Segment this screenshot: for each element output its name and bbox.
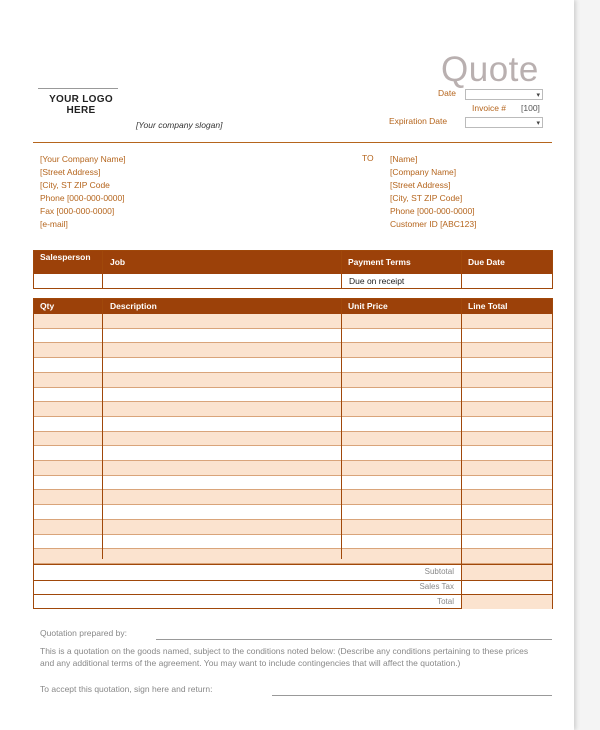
accept-label: To accept this quotation, sign here and return: [40,684,213,694]
header-divider [33,142,552,143]
table-row[interactable] [34,520,552,535]
items-col-divider [341,299,342,559]
header-line-total: Line Total [468,301,508,311]
header-qty: Qty [40,301,55,311]
date-dropdown[interactable] [465,89,543,100]
table-row[interactable] [34,432,552,447]
company-name[interactable]: [Your Company Name] [40,154,126,164]
table-row[interactable] [34,461,552,476]
table-row[interactable] [34,402,552,417]
sales-tax-label: Sales Tax [419,582,454,591]
date-label: Date [438,88,456,98]
recipient-company[interactable]: [Company Name] [390,167,457,177]
table-row[interactable] [34,314,552,329]
table-row[interactable] [34,549,552,564]
table-row[interactable] [34,388,552,403]
company-fax[interactable]: Fax [000-000-0000] [40,206,115,216]
items-col-divider [102,299,103,559]
table-row[interactable] [34,373,552,388]
recipient-city[interactable]: [City, ST ZIP Code] [390,193,463,203]
items-table [33,298,553,609]
recipient-name[interactable]: [Name] [390,154,418,164]
table-row[interactable] [34,490,552,505]
header-description: Description [110,301,157,311]
recipient-address-block [390,153,476,231]
recipient-customer-id[interactable]: Customer ID [ABC123] [390,219,477,229]
chevron-down-icon: ▾ [536,92,540,99]
invoice-label: Invoice # [472,103,507,113]
header-salesperson: Salesperson [40,252,91,262]
job-table-header [34,251,552,274]
subtotal-value[interactable] [462,565,552,580]
company-slogan[interactable]: [Your company slogan] [136,120,223,130]
table-row[interactable] [34,505,552,520]
job-table [33,250,553,289]
job-col-divider [341,251,342,288]
payment-terms-cell[interactable]: Due on receipt [349,276,405,286]
company-phone[interactable]: Phone [000-000-0000] [40,193,125,203]
table-row[interactable] [34,358,552,373]
table-row[interactable] [34,343,552,358]
company-email[interactable]: [e-mail] [40,219,68,229]
recipient-phone[interactable]: Phone [000-000-0000] [390,206,475,216]
totals-divider [34,580,552,581]
header-unit-price: Unit Price [348,301,388,311]
company-street[interactable]: [Street Address] [40,167,101,177]
chevron-down-icon: ▾ [536,120,540,127]
company-city[interactable]: [City, ST ZIP Code [40,180,110,190]
to-label: TO [362,153,374,163]
table-row[interactable] [34,417,552,432]
table-row[interactable] [34,329,552,344]
prepared-by-line[interactable] [156,639,552,640]
prepared-by-label: Quotation prepared by: [40,628,127,638]
subtotal-label: Subtotal [424,567,454,576]
document-title: Quote [441,50,539,89]
table-row[interactable] [34,446,552,461]
header-due-date: Due Date [468,257,505,267]
job-col-divider [461,251,462,288]
header-payment-terms: Payment Terms [348,257,411,267]
signature-line[interactable] [272,695,552,696]
total-value[interactable] [462,595,552,609]
items-col-divider [461,299,462,608]
items-table-header [34,299,552,314]
table-row[interactable] [34,476,552,491]
invoice-value[interactable]: [100] [521,103,540,113]
logo-text [44,94,118,116]
total-label: Total [437,597,454,606]
table-row[interactable] [34,535,552,550]
terms-text: This is a quotation on the goods named, subject to the conditions noted below: (Describe any conditions pertaining to these prices and any additional terms of the agreement. You may want to include contingencies that will affect the quotation.) [40,646,529,668]
expiration-date-dropdown[interactable] [465,117,543,128]
job-col-divider [102,251,103,288]
logo-line-2: HERE [66,105,96,116]
logo-line-1: YOUR LOGO [49,94,113,105]
expiration-date-label: Expiration Date [389,116,448,126]
header-job: Job [110,257,126,267]
company-address-block [40,153,126,231]
recipient-street[interactable]: [Street Address] [390,180,451,190]
